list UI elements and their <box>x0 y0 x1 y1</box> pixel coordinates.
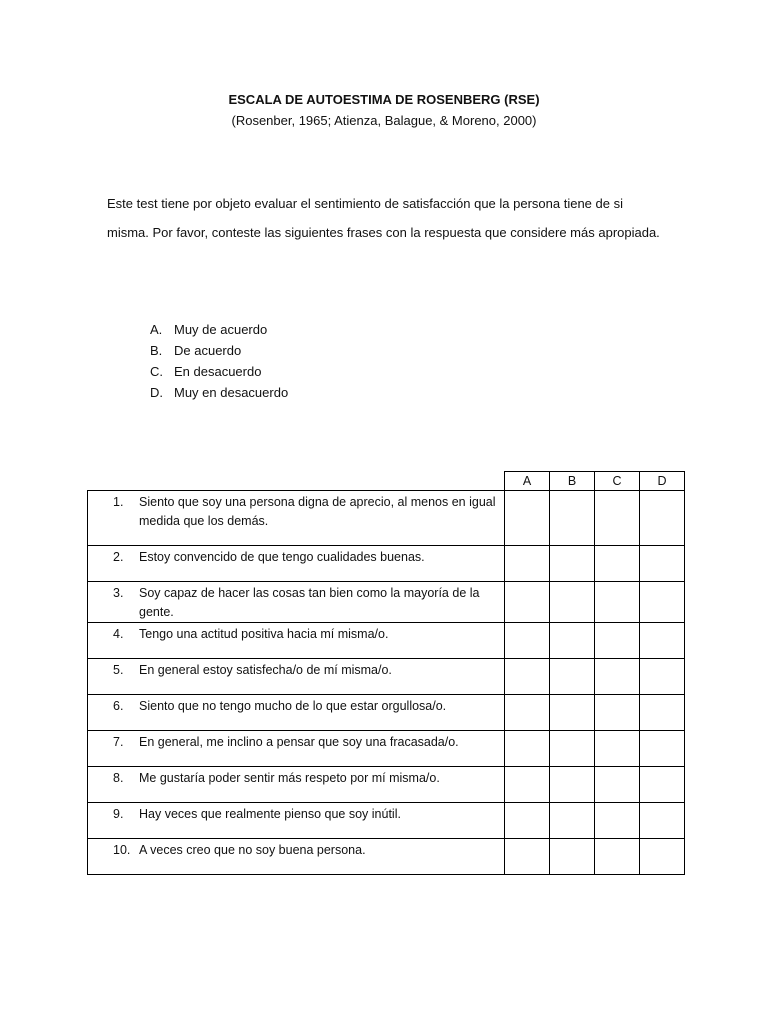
option-c <box>150 361 288 382</box>
answer-cell-c[interactable] <box>595 582 640 623</box>
answer-cell-a[interactable] <box>505 546 550 582</box>
answer-cell-c[interactable] <box>595 623 640 659</box>
item-cell <box>88 731 505 767</box>
answer-options-list <box>150 319 288 403</box>
item-cell <box>88 695 505 731</box>
answer-cell-c[interactable] <box>595 695 640 731</box>
table-row <box>88 623 685 659</box>
item-text: Siento que no tengo mucho de lo que estar orgullosa/o. <box>139 699 447 713</box>
answer-cell-a[interactable] <box>505 767 550 803</box>
answer-cell-b[interactable] <box>550 546 595 582</box>
table-header-row <box>88 472 685 491</box>
answer-cell-b[interactable] <box>550 731 595 767</box>
item-text: En general estoy satisfecha/o de mí misma/o. <box>139 663 392 677</box>
item-number: 10. <box>113 843 131 857</box>
item-number: 5. <box>113 663 124 677</box>
item-number: 9. <box>113 807 124 821</box>
item-number: 6. <box>113 699 124 713</box>
option-text: De acuerdo <box>174 343 242 358</box>
item-number: 8. <box>113 771 124 785</box>
answer-cell-c[interactable] <box>595 546 640 582</box>
answer-cell-a[interactable] <box>505 659 550 695</box>
option-d <box>150 382 288 403</box>
answer-cell-b[interactable] <box>550 659 595 695</box>
item-cell <box>88 582 505 623</box>
answer-cell-d[interactable] <box>640 623 685 659</box>
table-row <box>88 767 685 803</box>
table-header-blank <box>88 472 505 491</box>
item-cell <box>88 546 505 582</box>
answer-cell-d[interactable] <box>640 803 685 839</box>
answer-cell-c[interactable] <box>595 839 640 875</box>
item-text: Me gustaría poder sentir más respeto por mí misma/o. <box>139 771 440 785</box>
option-letter: B. <box>150 343 163 358</box>
item-number: 7. <box>113 735 124 749</box>
answer-cell-c[interactable] <box>595 491 640 546</box>
item-cell <box>88 491 505 546</box>
answer-cell-c[interactable] <box>595 659 640 695</box>
answer-cell-b[interactable] <box>550 767 595 803</box>
option-text: Muy en desacuerdo <box>174 385 289 400</box>
answer-cell-d[interactable] <box>640 767 685 803</box>
table-row <box>88 659 685 695</box>
item-text: Tengo una actitud positiva hacia mí misma/o. <box>139 627 389 641</box>
answer-cell-a[interactable] <box>505 803 550 839</box>
column-header-c: C <box>595 472 640 491</box>
item-number: 2. <box>113 550 124 564</box>
answer-cell-d[interactable] <box>640 695 685 731</box>
page-title: ESCALA DE AUTOESTIMA DE ROSENBERG (RSE) <box>228 92 540 107</box>
option-letter: A. <box>150 322 163 337</box>
table-row <box>88 582 685 623</box>
answer-cell-d[interactable] <box>640 546 685 582</box>
item-text: Hay veces que realmente pienso que soy inútil. <box>139 807 401 821</box>
item-text: Estoy convencido de que tengo cualidades buenas. <box>139 550 425 564</box>
answer-cell-c[interactable] <box>595 767 640 803</box>
item-number: 3. <box>113 586 124 600</box>
table-row <box>88 491 685 546</box>
page-subtitle: (Rosenber, 1965; Atienza, Balague, & Moreno, 2000) <box>231 113 537 128</box>
table-row <box>88 839 685 875</box>
answer-cell-a[interactable] <box>505 731 550 767</box>
answer-cell-b[interactable] <box>550 803 595 839</box>
answer-cell-a[interactable] <box>505 623 550 659</box>
answer-cell-d[interactable] <box>640 659 685 695</box>
option-letter: C. <box>150 364 163 379</box>
item-text: Siento que soy una persona digna de aprecio, al menos en igual medida que los demás. <box>139 495 496 528</box>
option-text: En desacuerdo <box>174 364 262 379</box>
item-text: A veces creo que no soy buena persona. <box>139 843 366 857</box>
option-b <box>150 340 288 361</box>
answer-cell-c[interactable] <box>595 731 640 767</box>
answer-cell-b[interactable] <box>550 491 595 546</box>
answer-cell-a[interactable] <box>505 491 550 546</box>
intro-paragraph: Este test tiene por objeto evaluar el sentimiento de satisfacción que la persona tiene de si misma. Por favor, conteste las siguientes frases con la respuesta que considere más apropiada. <box>107 196 660 240</box>
answer-cell-b[interactable] <box>550 623 595 659</box>
table-row <box>88 695 685 731</box>
response-table <box>87 471 685 875</box>
answer-cell-a[interactable] <box>505 695 550 731</box>
item-cell <box>88 659 505 695</box>
column-header-d: D <box>640 472 685 491</box>
table-row <box>88 731 685 767</box>
item-text: En general, me inclino a pensar que soy una fracasada/o. <box>139 735 459 749</box>
answer-cell-d[interactable] <box>640 491 685 546</box>
table-row <box>88 803 685 839</box>
answer-cell-b[interactable] <box>550 839 595 875</box>
column-header-b: B <box>550 472 595 491</box>
item-cell <box>88 839 505 875</box>
answer-cell-c[interactable] <box>595 803 640 839</box>
item-cell <box>88 623 505 659</box>
answer-cell-a[interactable] <box>505 582 550 623</box>
item-cell <box>88 767 505 803</box>
item-text: Soy capaz de hacer las cosas tan bien como la mayoría de la gente. <box>139 586 480 619</box>
answer-cell-d[interactable] <box>640 839 685 875</box>
answer-cell-a[interactable] <box>505 839 550 875</box>
column-header-a: A <box>505 472 550 491</box>
answer-cell-d[interactable] <box>640 731 685 767</box>
item-cell <box>88 803 505 839</box>
table-row <box>88 546 685 582</box>
answer-cell-b[interactable] <box>550 582 595 623</box>
answer-cell-b[interactable] <box>550 695 595 731</box>
answer-cell-d[interactable] <box>640 582 685 623</box>
option-letter: D. <box>150 385 163 400</box>
item-number: 4. <box>113 627 124 641</box>
item-number: 1. <box>113 495 124 509</box>
option-a <box>150 319 288 340</box>
option-text: Muy de acuerdo <box>174 322 268 337</box>
